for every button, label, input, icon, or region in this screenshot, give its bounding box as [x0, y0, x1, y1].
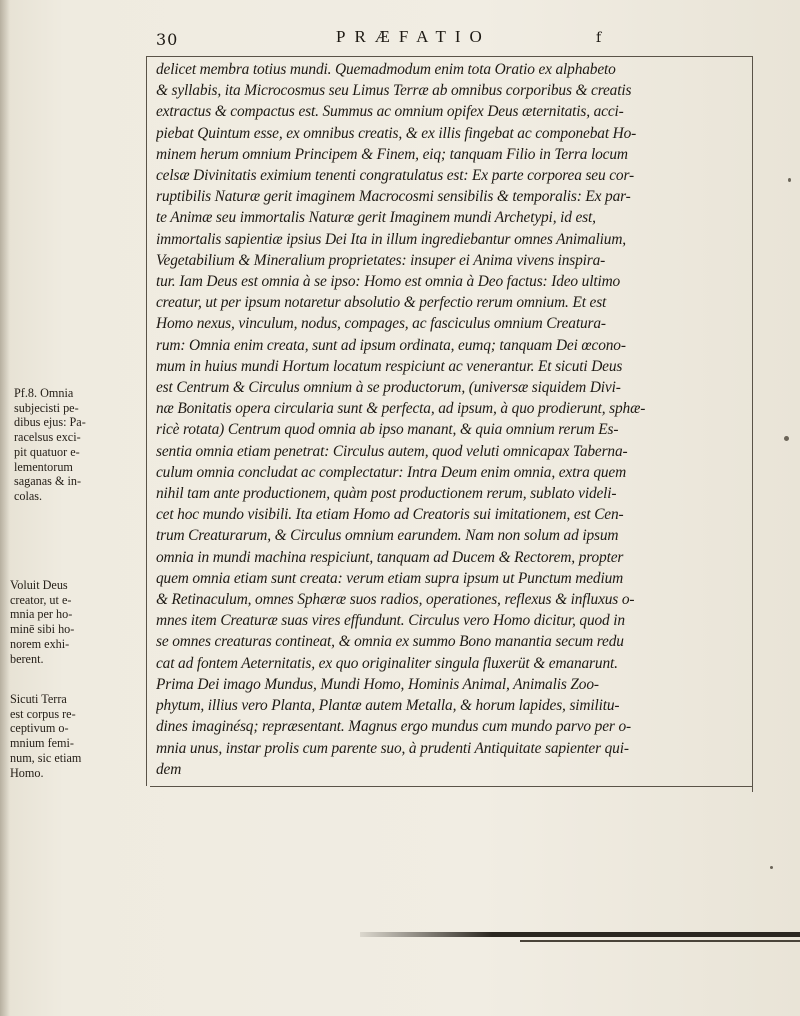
text-line: quem omnia etiam sunt creata: verum etiam supra ipsum ut Punctum medium [156, 569, 624, 587]
margin-note-line: mnium femi- [10, 736, 74, 751]
text-line: mum in huius mundi Hortum locatum respiciunt ac venerantur. Et sicuti Deus [156, 357, 623, 375]
text-line: celsæ Divinitatis eximium tenenti congratulatus est: Ex parte corporea seu cor- [156, 167, 634, 185]
text-line: dem [156, 760, 182, 778]
text-line: extractus & compactus est. Summus ac omnium opifex Deus æternitatis, acci- [156, 103, 624, 121]
text-frame-left-rule [146, 56, 147, 786]
margin-note-line: colas. [14, 488, 43, 503]
text-line: se omnes creaturas contineat, & omnia ex summo Bono manantia secum redu [156, 633, 624, 651]
margin-note-line: subjecisti pe- [14, 400, 79, 415]
text-line: est Centrum & Circulus omnium à se productorum, (universæ siquidem Divi- [156, 379, 621, 397]
text-line: creatur, ut per ipsum notaretur absolutio & perfectio rerum omnium. Et est [156, 294, 607, 312]
text-line: næ Bonitatis opera circularia sunt & perfecta, ad ipsum, à quo prodierunt, sphæ- [156, 400, 646, 418]
text-line: phytum, illius vero Planta, Plantæ autem Metalla, & horum lapides, similitu- [156, 697, 620, 715]
text-line: rum: Omnia enim creata, sunt ad ipsum ordinata, eumq; tanquam Dei œcono- [156, 336, 626, 354]
text-line: dines imaginésq; repræsentant. Magnus ergo mundus cum mundo parvo per o- [156, 718, 631, 736]
margin-note-line: minē sibi ho- [10, 622, 75, 637]
text-line: ruptibilis Naturæ gerit imaginem Macrocosmi sensibilis & temporalis: Ex par- [156, 188, 631, 206]
margin-note-voluit-deus [10, 578, 74, 666]
text-line: delicet membra totius mundi. Quemadmodum enim tota Oratio ex alphabeto [156, 61, 616, 78]
margin-note-line: norem exhi- [10, 636, 70, 651]
text-line: piebat Quintum esse, ex omnibus creatis, & ex illis fingebat ac componebat Ho- [156, 124, 637, 142]
text-line: tur. Iam Deus est omnia à se ipso: Homo est omnia à Deo factus: Ideo ultimo [156, 273, 621, 291]
margin-note-line: num, sic etiam [10, 750, 82, 765]
margin-note-line: dibus ejus: Pa- [14, 415, 86, 430]
text-line: & Retinaculum, omnes Sphæræ suos radios, operationes, reflexus & influxus o- [156, 591, 635, 609]
text-line: Vegetabilium & Mineralium proprietates: insuper ei Anima vivens inspira- [156, 251, 606, 269]
margin-note-line: berent. [10, 651, 44, 666]
text-line: trum Creaturarum, & Circulus omnium earundem. Nam non solum ad ipsum [156, 527, 619, 545]
text-frame-right-rule [752, 56, 753, 792]
margin-note-line: mnia per ho- [10, 607, 73, 622]
text-line: minem herum omnium Principem & Finem, eiq; tanquam Filio in Terra locum [156, 145, 628, 163]
margin-note-line: Homo. [10, 765, 44, 780]
margin-note-line: est corpus re- [10, 706, 76, 721]
margin-note-psalm [14, 386, 86, 504]
text-line: mnia unus, instar prolis cum parente suo, à prudenti Antiquitate sapienter qui- [156, 739, 629, 757]
margin-note-line: Sicuti Terra [10, 692, 67, 706]
text-frame-bottom-rule [150, 786, 752, 787]
gutter-shadow [0, 0, 10, 1016]
text-line: immortalis sapientiæ ipsius Dei Ita in illum ingrediebantur omnes Animalium, [156, 230, 626, 248]
bottom-edge-line [520, 940, 800, 942]
running-head: PRÆFATIO [336, 27, 491, 46]
page-number: 30 [156, 30, 179, 49]
running-head-mark: f [596, 30, 602, 46]
text-line: omnia in mundi machina respiciunt, tanquam ad Ducem & Rectorem, propter [156, 548, 624, 566]
margin-note-line: lementorum [14, 459, 73, 474]
text-line: culum omnia concludat ac complectatur: Intra Deum enim omnia, extra quem [156, 463, 627, 481]
margin-note-sicuti-terra [10, 692, 81, 780]
text-frame-top-rule [146, 56, 752, 57]
paper-speck [770, 866, 773, 869]
text-line: cet hoc mundo visibili. Ita etiam Homo ad Creatoris sui imitationem, est Cen- [156, 506, 624, 524]
text-line: & syllabis, ita Microcosmus seu Limus Terræ ab omnibus corporibus & creatis [156, 82, 632, 100]
bottom-edge-shadow [360, 932, 800, 937]
paper-speck [784, 436, 789, 441]
margin-note-line: Voluit Deus [10, 578, 68, 592]
main-text-block [156, 59, 752, 780]
paper-speck [788, 178, 791, 182]
text-line: te Animæ seu immortalis Naturæ gerit Imaginem mundi Archetypi, id est, [156, 209, 596, 227]
text-line: mnes item Creaturæ suas vires effundunt. Circulus vero Homo dicitur, quod in [156, 612, 625, 630]
margin-note-line: pit quatuor e- [14, 444, 80, 459]
margin-note-line: saganas & in- [14, 474, 82, 489]
margin-note-line: racelsus exci- [14, 430, 81, 445]
text-line: Prima Dei imago Mundus, Mundi Homo, Hominis Animal, Animalis Zoo- [156, 675, 599, 693]
text-line: cat ad fontem Aeternitatis, ex quo originaliter singula fluxerüt & emanarunt. [156, 654, 618, 672]
margin-note-line: ceptivum o- [10, 721, 69, 736]
text-line: ricè rotata) Centrum quod omnia ab ipso manant, & quia omnium rerum Es- [156, 421, 619, 439]
margin-note-line: Pf.8. Omnia [14, 386, 74, 400]
text-line: sentia omnia etiam penetrat: Circulus autem, quod veluti omnicapax Taberna- [156, 442, 628, 460]
text-line: Homo nexus, vinculum, nodus, compages, ac fasciculus omnium Creatura- [156, 315, 606, 333]
text-line: nihil tam ante productionem, quàm post productionem rerum, sublato videli- [156, 485, 617, 503]
margin-note-line: creator, ut e- [10, 592, 72, 607]
